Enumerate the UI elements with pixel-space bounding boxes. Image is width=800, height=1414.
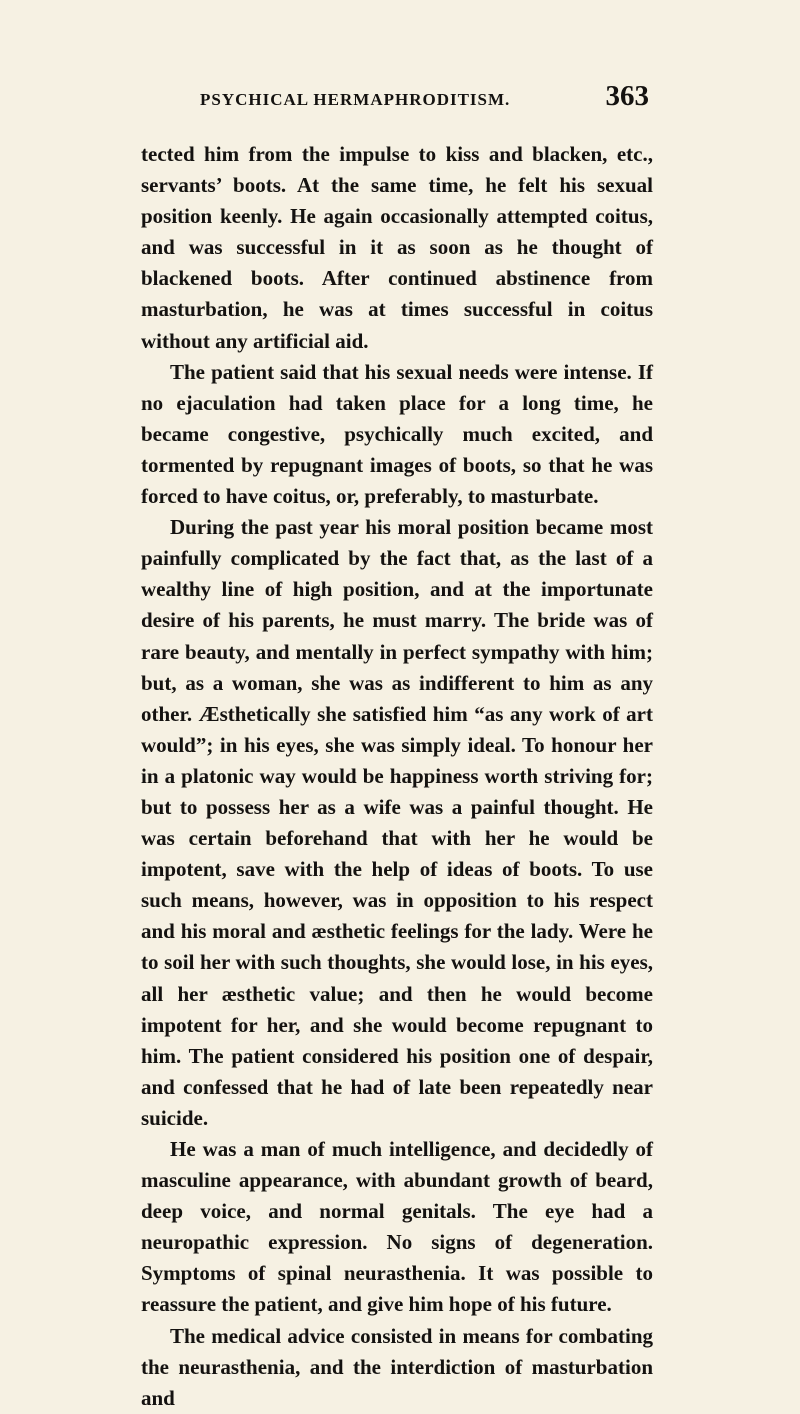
paragraph-marriage: During the past year his moral position became most painfully complicated by the fact that, as the last of a wealthy line of high position, and at the importunate desire of his parents, he must marry. The bride was of rare beauty, and mentally in perfect sympathy with him; but, as a woman, she was as indifferent to him as any other. Æsthetically she satisfied him “as any work of art would”; in his eyes, she was simply ideal. To honour her in a platonic way would be happiness worth striving for; but to possess her as a wife was a painful thought. He was certain beforehand that with her he would be impotent, save with the help of ideas of boots. To use such means, however, was in opposition to his respect and his moral and æsthetic feelings for the lady. Were he to soil her with such thoughts, she would lose, in his eyes, all her æsthetic value; and then he would become impotent for her, and she would become repugnant to him. The patient considered his position one of despair, and confessed that he had of late been repeatedly near suicide.: [141, 515, 653, 1130]
paragraph-examination: He was a man of much intelligence, and decidedly of masculine appearance, with abundant growth of beard, deep voice, and normal genitals. The eye had a neuropathic expression. No signs of degeneration. Symptoms of spinal neurasthenia. It was possible to reassure the patient, and give him hope of his future.: [141, 1137, 653, 1317]
page-number: 363: [605, 80, 649, 112]
running-title: PSYCHICAL HERMAPHRODITISM.: [200, 90, 511, 109]
paragraph-medical-advice: The medical advice consisted in means for combating the neurasthenia, and the interdiction of masturbation and: [141, 1323, 653, 1410]
paragraph-sexual-needs: The patient said that his sexual needs were intense. If no ejaculation had taken place for a long time, he became congestive, psychically much excited, and tormented by repugnant images of boots, so that he was forced to have coitus, or, preferably, to masturbate.: [141, 359, 653, 509]
paragraph-continued: tected him from the impulse to kiss and blacken, etc., servants’ boots. At the same time, he felt his sexual position keenly. He again occasionally attempted coitus, and was successful in it as soon as he thought of blackened boots. After continued abstinence from masturbation, he was at times successful in coitus without any artificial aid.: [141, 142, 653, 353]
body-text: [141, 139, 653, 1414]
